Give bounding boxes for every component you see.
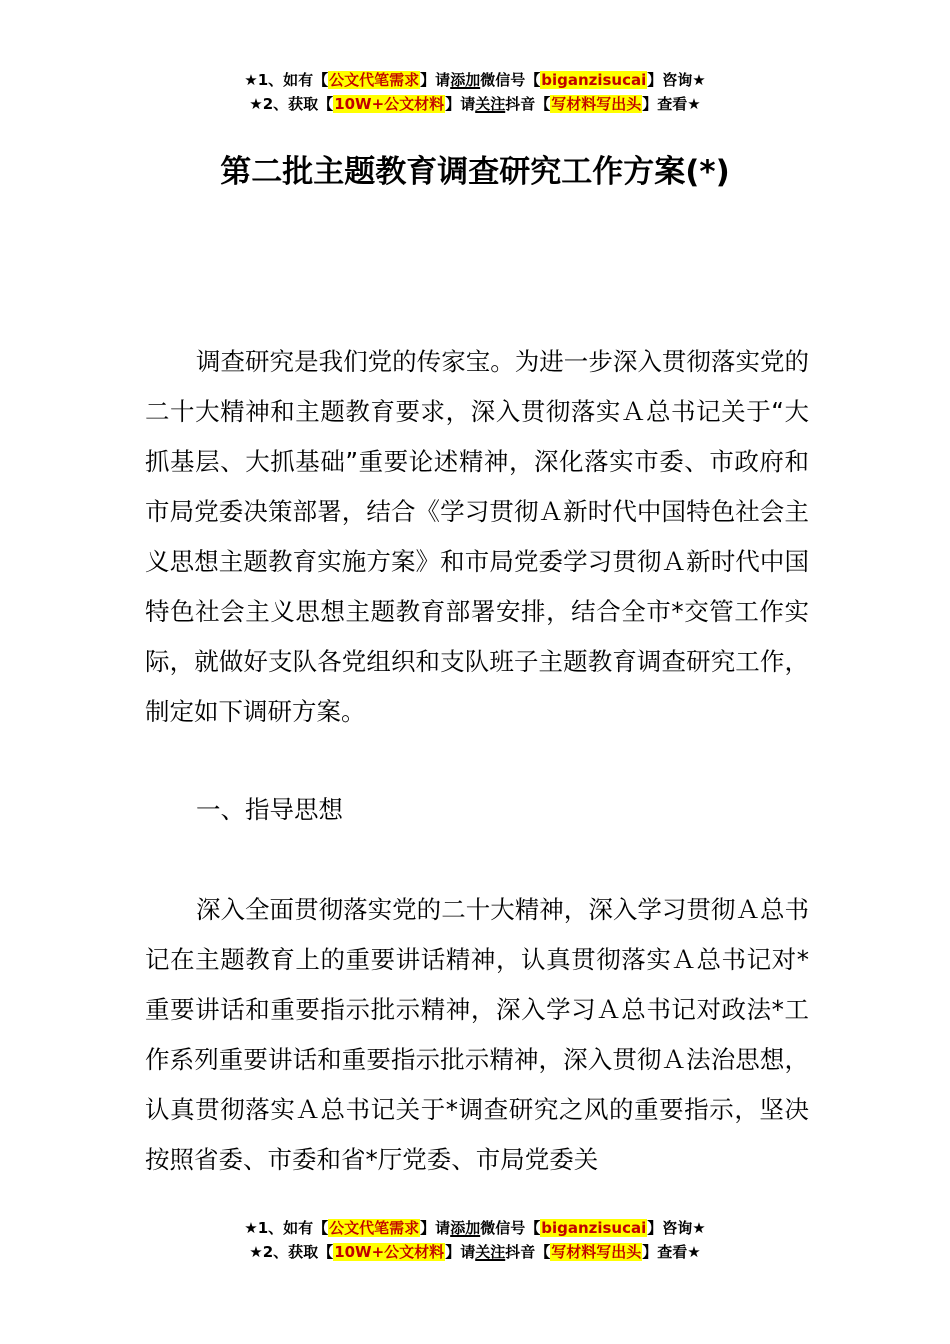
- banner-underlined: 添加: [450, 1219, 481, 1237]
- banner-highlight: 10W+公文材料: [334, 1243, 445, 1261]
- document-title: 第二批主题教育调查研究工作方案(*): [220, 154, 730, 190]
- banner-text: ★1、如有【: [244, 71, 329, 89]
- banner-text: 】请: [420, 1219, 451, 1237]
- banner-underlined: 关注: [475, 95, 506, 113]
- banner-line-2: [0, 1240, 950, 1264]
- banner-text: 抖音【: [505, 1243, 551, 1261]
- paragraph-intro: 调查研究是我们党的传家宝。为进一步深入贯彻落实党的二十大精神和主题教育要求，深入贯彻落实Ａ总书记关于“大抓基层、大抓基础”重要论述精神，深化落实市委、市政府和市局党委决策部署，结合《学习贯彻Ａ新时代中国特色社会主义思想主题教育实施方案》和市局党委学习贯彻Ａ新时代中国特色社会主义思想主题教育部署安排，结合全市*交管工作实际，就做好支队各党组织和支队班子主题教育调查研究工作，制定如下调研方案。: [145, 347, 809, 726]
- banner-highlight: 公文代笔需求: [329, 1219, 420, 1237]
- banner-underlined: 添加: [450, 71, 481, 89]
- banner-text: ★2、获取【: [249, 95, 334, 113]
- banner-highlight: 公文代笔需求: [329, 71, 420, 89]
- banner-highlight: biganzisucai: [541, 1219, 647, 1237]
- section-heading-guiding-thought: 一、指导思想: [196, 795, 343, 824]
- banner-text: 微信号【: [480, 71, 541, 89]
- paragraph-guiding-thought: 深入全面贯彻落实党的二十大精神，深入学习贯彻Ａ总书记在主题教育上的重要讲话精神，认真贯彻落实Ａ总书记对*重要讲话和重要指示批示精神，深入学习Ａ总书记对政法*工作系列重要讲话和重要指示批示精神，深入贯彻Ａ法治思想，认真贯彻落实Ａ总书记关于*调查研究之风的重要指示，坚决按照省委、市委和省*厅党委、市局党委关: [145, 895, 809, 1174]
- banner-text: 抖音【: [505, 95, 551, 113]
- top-banner: [0, 68, 950, 116]
- banner-text: 】查看★: [642, 1243, 701, 1261]
- banner-text: 】请: [445, 95, 476, 113]
- banner-highlight: biganzisucai: [541, 71, 647, 89]
- banner-text: ★2、获取【: [249, 1243, 334, 1261]
- banner-text: 微信号【: [480, 1219, 541, 1237]
- banner-text: 】请: [420, 71, 451, 89]
- banner-text: 】查看★: [642, 95, 701, 113]
- banner-highlight: 写材料写出头: [551, 1243, 642, 1261]
- bottom-banner: [0, 1216, 950, 1264]
- banner-text: 】请: [445, 1243, 476, 1261]
- banner-line-2: [0, 92, 950, 116]
- banner-highlight: 写材料写出头: [551, 95, 642, 113]
- banner-underlined: 关注: [475, 1243, 506, 1261]
- banner-text: ★1、如有【: [244, 1219, 329, 1237]
- banner-line-1: [0, 68, 950, 92]
- banner-line-1: [0, 1216, 950, 1240]
- banner-highlight: 10W+公文材料: [334, 95, 445, 113]
- banner-text: 】咨询★: [647, 71, 706, 89]
- banner-text: 】咨询★: [647, 1219, 706, 1237]
